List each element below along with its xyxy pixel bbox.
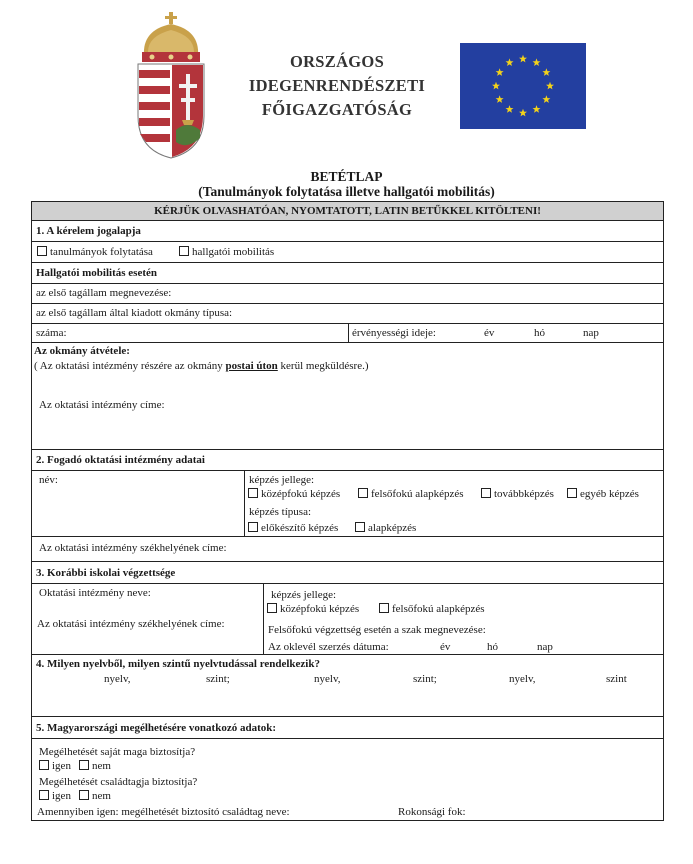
document-type-label: az első tagállam által kiadott okmány típusa: bbox=[36, 307, 233, 319]
validity-label: érvényességi ideje: bbox=[352, 327, 436, 339]
host-kind-checkbox-2[interactable] bbox=[358, 488, 368, 498]
postal-delivery-note bbox=[34, 360, 369, 372]
note-text-2: kerül megküldésre.) bbox=[277, 360, 369, 372]
section-5-heading-row bbox=[32, 717, 663, 739]
prev-institution-name-label: Oktatási intézmény neve: bbox=[39, 587, 151, 599]
note-postal: postai úton bbox=[225, 360, 278, 372]
eu-star-icon bbox=[496, 95, 504, 103]
language-2-label: nyelv, bbox=[314, 673, 341, 685]
study-continuation-checkbox[interactable] bbox=[37, 246, 47, 256]
host-seat-label: Az oktatási intézmény székhelyének címe: bbox=[39, 542, 227, 554]
family-support-no-checkbox[interactable] bbox=[79, 790, 89, 800]
family-support-no-option[interactable] bbox=[79, 790, 111, 802]
level-1-label: szint; bbox=[206, 673, 230, 685]
divider bbox=[263, 584, 264, 655]
prev-kind-checkbox-2[interactable] bbox=[379, 603, 389, 613]
document-receipt-heading: Az okmány átvétele: bbox=[34, 345, 130, 357]
student-mobility-label: hallgatói mobilitás bbox=[192, 246, 275, 258]
prev-institution-seat-label: Az oktatási intézmény székhelyének címe: bbox=[37, 618, 225, 630]
prev-kind-checkbox-1[interactable] bbox=[267, 603, 277, 613]
agency-name-line-2: IDEGENRENDÉSZETI bbox=[248, 76, 426, 95]
document-type-row[interactable] bbox=[32, 304, 663, 324]
level-2-label: szint; bbox=[413, 673, 437, 685]
host-type-option-1[interactable] bbox=[248, 522, 338, 534]
mobility-heading: Hallgatói mobilitás esetén bbox=[36, 267, 157, 279]
self-support-yes-label: igen bbox=[52, 760, 71, 772]
document-number-label: száma: bbox=[36, 327, 67, 339]
instruction-banner: KÉRJÜK OLVASHATÓAN, NYOMTATOTT, LATIN BETŰKKEL KITÖLTENI! bbox=[32, 202, 663, 221]
prev-training-kind-label: képzés jellege: bbox=[271, 589, 337, 601]
prev-kind-label-2: felsőfokú alapképzés bbox=[392, 603, 485, 615]
language-3-label: nyelv, bbox=[509, 673, 536, 685]
host-type-option-2[interactable] bbox=[355, 522, 416, 534]
self-support-no-label: nem bbox=[92, 760, 111, 772]
family-support-no-label: nem bbox=[92, 790, 111, 802]
host-seat-row[interactable] bbox=[32, 537, 663, 562]
prev-kind-option-1[interactable] bbox=[267, 603, 359, 615]
diploma-year-label: év bbox=[440, 641, 451, 653]
eu-star-icon bbox=[519, 109, 527, 117]
prev-kind-option-2[interactable] bbox=[379, 603, 485, 615]
study-continuation-option[interactable] bbox=[37, 246, 153, 258]
language-skills-block bbox=[32, 655, 663, 717]
family-support-yes-label: igen bbox=[52, 790, 71, 802]
host-kind-option-2[interactable] bbox=[358, 488, 464, 500]
section-2-heading-row bbox=[32, 450, 663, 471]
language-1-label: nyelv, bbox=[104, 673, 131, 685]
previous-education-row bbox=[32, 584, 663, 655]
family-support-yes-option[interactable] bbox=[39, 790, 71, 802]
validity-month-label: hó bbox=[534, 327, 545, 339]
host-kind-checkbox-1[interactable] bbox=[248, 488, 258, 498]
eu-star-icon bbox=[542, 95, 550, 103]
diploma-day-label: nap bbox=[537, 641, 553, 653]
form-table bbox=[31, 201, 664, 821]
section-2-heading: 2. Fogadó oktatási intézmény adatai bbox=[36, 454, 205, 466]
validity-day-label: nap bbox=[583, 327, 599, 339]
validity-year-label: év bbox=[484, 327, 495, 339]
agency-name-line-1: ORSZÁGOS bbox=[289, 52, 385, 71]
higher-education-major-label: Felsőfokú végzettség esetén a szak megnevezése: bbox=[268, 624, 486, 636]
eu-star-icon bbox=[519, 55, 527, 63]
host-institution-name-label: név: bbox=[39, 474, 58, 486]
host-training-type-label: képzés típusa: bbox=[249, 506, 312, 518]
institution-address-label: Az oktatási intézmény címe: bbox=[39, 399, 165, 411]
host-type-checkbox-2[interactable] bbox=[355, 522, 365, 532]
self-support-no-option[interactable] bbox=[79, 760, 111, 772]
form-title: BETÉTLAP bbox=[310, 169, 383, 184]
eu-star-icon bbox=[506, 105, 514, 113]
eu-star-icon bbox=[492, 82, 500, 90]
host-kind-checkbox-3[interactable] bbox=[481, 488, 491, 498]
eu-star-icon bbox=[533, 58, 541, 66]
eu-star-icon bbox=[546, 82, 554, 90]
host-kind-label-2: felsőfokú alapképzés bbox=[371, 488, 464, 500]
family-support-yes-checkbox[interactable] bbox=[39, 790, 49, 800]
relationship-label: Rokonsági fok: bbox=[398, 806, 466, 818]
host-institution-row bbox=[32, 471, 663, 537]
host-kind-checkbox-4[interactable] bbox=[567, 488, 577, 498]
eu-star-icon bbox=[496, 68, 504, 76]
divider bbox=[348, 324, 349, 343]
host-kind-option-4[interactable] bbox=[567, 488, 639, 500]
section-4-heading: 4. Milyen nyelvből, milyen szintű nyelvtudással rendelkezik? bbox=[36, 658, 320, 670]
subsistence-block bbox=[32, 739, 663, 821]
prev-kind-label-1: középfokú képzés bbox=[280, 603, 360, 615]
study-continuation-label: tanulmányok folytatása bbox=[50, 246, 153, 258]
first-member-state-row[interactable] bbox=[32, 284, 663, 304]
legal-basis-row bbox=[32, 242, 663, 263]
document-header bbox=[0, 0, 693, 165]
host-kind-label-4: egyéb képzés bbox=[580, 488, 639, 500]
first-member-state-label: az első tagállam megnevezése: bbox=[36, 287, 172, 299]
host-type-label-1: előkészítő képzés bbox=[261, 522, 339, 534]
hungarian-coat-of-arms-icon bbox=[134, 12, 208, 160]
host-type-checkbox-1[interactable] bbox=[248, 522, 258, 532]
section-3-heading: 3. Korábbi iskolai végzettsége bbox=[36, 567, 176, 579]
self-support-question: Megélhetését saját maga biztosítja? bbox=[39, 746, 196, 758]
host-type-label-2: alapképzés bbox=[368, 522, 417, 534]
eu-star-icon bbox=[506, 58, 514, 66]
self-support-yes-option[interactable] bbox=[39, 760, 71, 772]
self-support-no-checkbox[interactable] bbox=[79, 760, 89, 770]
agency-name-line-3: FŐIGAZGATÓSÁG bbox=[261, 100, 413, 119]
host-training-kind-label: képzés jellege: bbox=[249, 474, 315, 486]
host-kind-option-3[interactable] bbox=[481, 488, 554, 500]
eu-stars bbox=[460, 43, 586, 129]
host-kind-label-1: középfokú képzés bbox=[261, 488, 341, 500]
self-support-yes-checkbox[interactable] bbox=[39, 760, 49, 770]
agency-name bbox=[232, 50, 442, 122]
family-support-question: Megélhetését családtagja biztosítja? bbox=[39, 776, 198, 788]
mobility-heading-row bbox=[32, 263, 663, 284]
host-kind-label-3: továbbképzés bbox=[494, 488, 554, 500]
note-text-1: ( Az oktatási intézmény részére az okmány bbox=[34, 360, 226, 372]
eu-star-icon bbox=[533, 105, 541, 113]
section-1-heading-row bbox=[32, 221, 663, 242]
document-number-row bbox=[32, 324, 663, 343]
divider bbox=[244, 471, 245, 537]
section-3-heading-row bbox=[32, 562, 663, 584]
eu-flag-icon bbox=[460, 43, 586, 129]
diploma-date-label: Az oklevél szerzés dátuma: bbox=[268, 641, 389, 653]
student-mobility-option[interactable] bbox=[179, 246, 274, 258]
family-member-name-label: Amennyiben igen: megélhetését biztosító családtag neve: bbox=[37, 806, 290, 818]
section-1-heading: 1. A kérelem jogalapja bbox=[36, 225, 141, 237]
host-kind-option-1[interactable] bbox=[248, 488, 340, 500]
eu-star-icon bbox=[542, 68, 550, 76]
form-subtitle: (Tanulmányok folytatása illetve hallgatói mobilitás) bbox=[198, 184, 495, 199]
document-receipt-block bbox=[32, 343, 663, 450]
section-5-heading: 5. Magyarországi megélhetésére vonatkozó adatok: bbox=[36, 722, 277, 734]
diploma-month-label: hó bbox=[487, 641, 498, 653]
student-mobility-checkbox[interactable] bbox=[179, 246, 189, 256]
level-3-label: szint bbox=[606, 673, 627, 685]
